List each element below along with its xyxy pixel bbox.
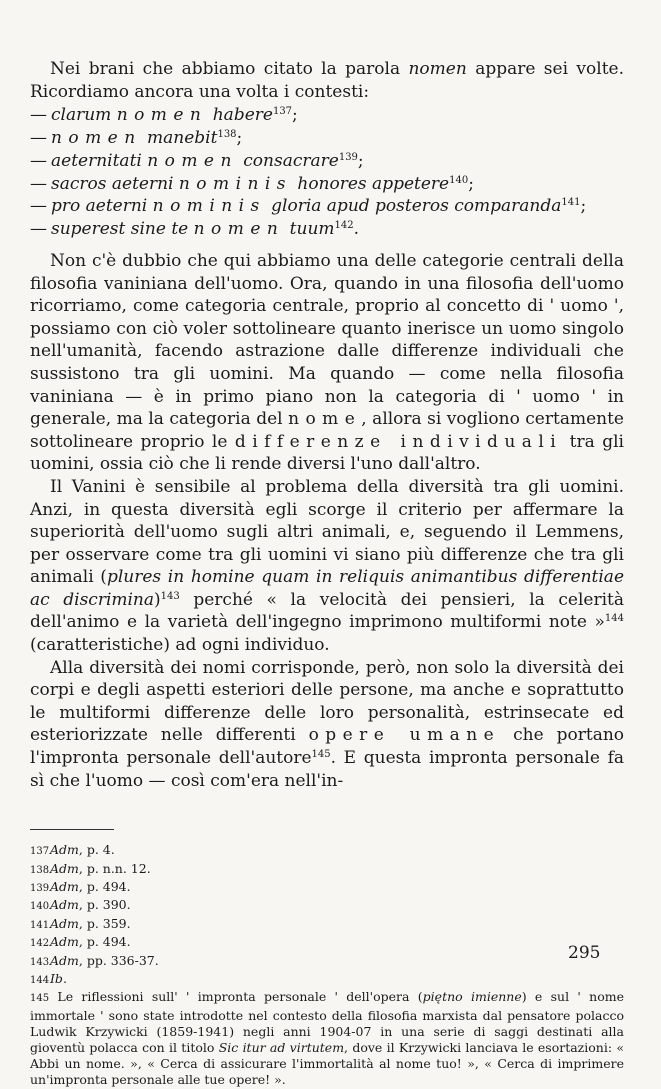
page-number: 295 xyxy=(568,943,601,963)
spaced-nome: nome xyxy=(288,409,362,430)
quotation-item: — aeternitati nomen consacrare$^{139}$; xyxy=(30,150,364,171)
footnote: 144 Ib. xyxy=(30,971,67,987)
footnote: 141 Adm, p. 359. xyxy=(30,915,131,931)
spaced-differenze: differenze individuali xyxy=(234,431,563,452)
paragraph-opere: Alla diversità dei nomi corrisponde, però, non solo la diversità dei corpi e degli aspetti esteriori delle persone, ma anche e soprattutto le multiformi differenze delle loro personalità, estrinsecate ed esteriorizzate nelle differenti opere umane che portano l'impronta personale dell'autore$^{145}$. E questa impronta personale fa sì che l'uomo — così com'era nell'in- xyxy=(30,657,625,791)
spaced-opere-umane: opere umane xyxy=(308,725,501,746)
paragraph-diversita: Il Vanini è sensibile al problema della diversità tra gli uomini. Anzi, in questa diversità egli scorge il criterio per affermare la superiorità dell'uomo sugli altri animali, e, seguendo il Lemmens, per osservare come tra gli uomini vi siano più differenze che tra gli animali (plures in homine quam in reliquis animantibus differentiae ac discrimina)$^{143}$ perché « la velocità dei pensieri, la celerità dell'animo e la varietà dell'ingegno imprimono multiformi note »$^{144}$ (caratteristiche) ad ogni individuo. xyxy=(30,476,624,656)
quotation-item: — clarum nomen habere$^{137}$; xyxy=(30,105,298,126)
footnote-ref: 143 xyxy=(160,590,180,602)
quotation-item: — superest sine te nomen tuum$^{142}$. xyxy=(30,219,360,240)
footnote-list xyxy=(30,842,624,989)
footnote-ref: 145 xyxy=(311,749,331,761)
footnote-ref: 141 xyxy=(561,197,581,209)
page-body xyxy=(30,58,624,1089)
intro-nomen: nomen xyxy=(408,59,467,79)
latin-quote: plures in homine quam in reliquis animantibus differentiae ac discrimina xyxy=(30,567,624,610)
footnote: 139 Adm, p. 494. xyxy=(30,879,131,895)
footnote: 138 Adm, p. n.n. 12. xyxy=(30,860,151,876)
footnote-ref: 144 xyxy=(604,613,624,625)
intro-paragraph xyxy=(30,58,624,103)
footnote: 142 Adm, p. 494. xyxy=(30,934,131,950)
quotation-list xyxy=(30,104,624,241)
footnote-ref: 142 xyxy=(334,220,354,232)
footnote-ref: 138 xyxy=(217,128,237,140)
footnote-divider xyxy=(30,829,114,830)
footnote-ref: 137 xyxy=(272,106,293,118)
quotation-item: — nomen manebit$^{138}$; xyxy=(30,127,243,148)
footnote: 143 Adm, pp. 336-37. xyxy=(30,952,159,968)
footnote-ref: 139 xyxy=(338,151,358,163)
quotation-item: — pro aeterni nominis gloria apud posteros comparanda$^{141}$; xyxy=(30,196,587,217)
paragraph-categoria-nome: Non c'è dubbio che qui abbiamo una delle categorie centrali della filosofia vaniniana dell'uomo. Ora, quando in una filosofia dell'uomo ricorriamo, come categoria centrale, proprio al concetto di ' uomo ', possiamo con ciò voler sottolineare quanto inerisce un uomo singolo nell'umanità, facendo astrazione dalle differenze individuali che sussistono tra gli uomini. Ma quando — come nella filosofia vaniniana — è in primo piano non la categoria di ' uomo ' in generale, ma la categoria del nome, allora si vogliono certamente sottolineare proprio le differenze individuali tra gli uomini, ossia ciò che li rende diversi l'uno dall'altro. xyxy=(30,250,624,475)
quotation-item: — sacros aeterni nominis honores appetere$^{140}$; xyxy=(30,173,474,194)
footnote-ref: 140 xyxy=(449,174,469,186)
intro-text-1: Nei brani che abbiamo citato la parola xyxy=(50,59,409,79)
footnote-145: 145 Le riflessioni sull' ' impronta personale ' dell'opera (piętno imienne) e sul ' nome immortale ' sono state introdotte nel contesto della filosofia marxista dal pensatore polacco Ludwik Krzywicki (1859-1941) negli anni 1904-07 in una serie di saggi destinati alla gioventù polacca con il titolo Sic itur ad virtutem, dove il Krzywicki lanciava le esortazioni: « Abbi un nome. », « Cerca di assicurare l'immortalità al nome tuo! », « Cerca di imprimere un'impronta personale alle tue opere! ». xyxy=(30,989,624,1088)
footnote: 140 Adm, p. 390. xyxy=(30,897,131,913)
intro-text-2: appare sei volte. Ricordiamo ancora una volta i contesti: xyxy=(30,59,624,102)
footnote: 137 Adm, p. 4. xyxy=(30,842,115,858)
